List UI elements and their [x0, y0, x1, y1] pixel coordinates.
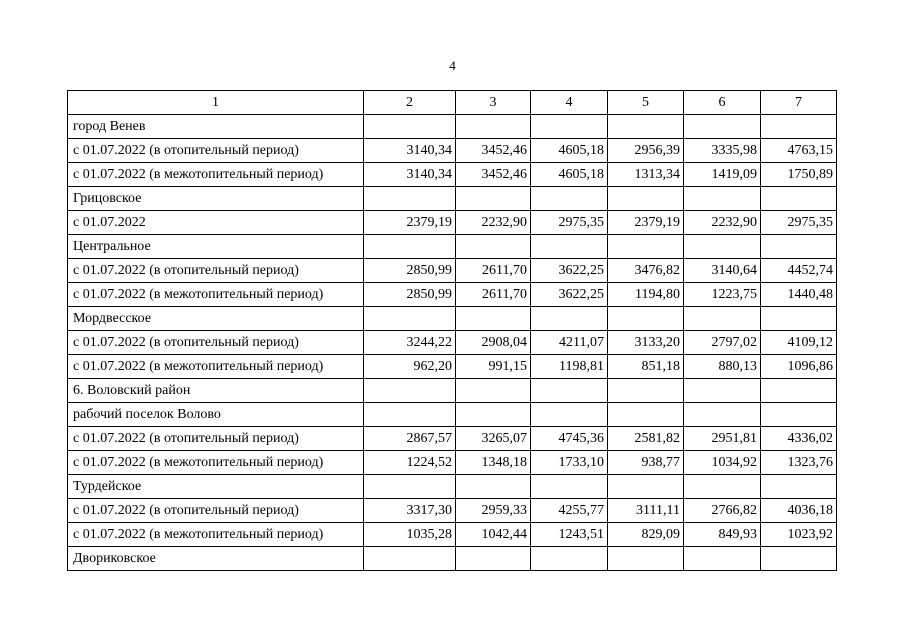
value-cell: 1224,52 [364, 451, 456, 475]
value-cell: 2850,99 [364, 259, 456, 283]
table-row [68, 451, 837, 475]
value-cell: 3335,98 [684, 139, 761, 163]
table-row [68, 523, 837, 547]
value-cell: 1223,75 [684, 283, 761, 307]
value-cell [684, 403, 761, 427]
value-cell [364, 187, 456, 211]
value-cell [761, 403, 837, 427]
period-label-cell: с 01.07.2022 [68, 211, 364, 235]
value-cell: 3265,07 [456, 427, 531, 451]
table-row [68, 355, 837, 379]
value-cell: 1440,48 [761, 283, 837, 307]
period-label-cell: с 01.07.2022 (в межотопительный период) [68, 283, 364, 307]
value-cell [608, 235, 684, 259]
value-cell [364, 547, 456, 571]
header-cell: 7 [761, 91, 837, 115]
value-cell: 1042,44 [456, 523, 531, 547]
value-cell: 849,93 [684, 523, 761, 547]
value-cell: 1348,18 [456, 451, 531, 475]
table-section-row [68, 307, 837, 331]
value-cell: 3133,20 [608, 331, 684, 355]
period-label-cell: с 01.07.2022 (в межотопительный период) [68, 163, 364, 187]
value-cell [456, 235, 531, 259]
value-cell [608, 307, 684, 331]
table-section-row [68, 475, 837, 499]
value-cell: 4336,02 [761, 427, 837, 451]
value-cell [684, 547, 761, 571]
value-cell [456, 187, 531, 211]
value-cell: 1243,51 [531, 523, 608, 547]
value-cell: 1194,80 [608, 283, 684, 307]
value-cell [684, 187, 761, 211]
value-cell [761, 235, 837, 259]
section-label-cell: город Венев [68, 115, 364, 139]
value-cell [531, 235, 608, 259]
section-label-cell: Центральное [68, 235, 364, 259]
value-cell [608, 403, 684, 427]
value-cell: 4211,07 [531, 331, 608, 355]
header-cell: 1 [68, 91, 364, 115]
header-cell: 2 [364, 91, 456, 115]
value-cell: 880,13 [684, 355, 761, 379]
value-cell: 1096,86 [761, 355, 837, 379]
value-cell: 2232,90 [684, 211, 761, 235]
value-cell [761, 547, 837, 571]
value-cell: 2951,81 [684, 427, 761, 451]
value-cell [761, 475, 837, 499]
table-row [68, 259, 837, 283]
value-cell [608, 547, 684, 571]
value-cell: 1035,28 [364, 523, 456, 547]
table-section-row [68, 235, 837, 259]
table-row [68, 427, 837, 451]
table-section-row [68, 115, 837, 139]
value-cell [531, 379, 608, 403]
period-label-cell: с 01.07.2022 (в отопительный период) [68, 259, 364, 283]
value-cell: 2975,35 [531, 211, 608, 235]
section-label-cell: Двориковское [68, 547, 364, 571]
page-number: 4 [449, 58, 456, 73]
table-section-row [68, 403, 837, 427]
table-row [68, 163, 837, 187]
value-cell: 3140,64 [684, 259, 761, 283]
table-row [68, 283, 837, 307]
value-cell [456, 307, 531, 331]
value-cell [608, 475, 684, 499]
value-cell [531, 307, 608, 331]
table-section-row [68, 547, 837, 571]
value-cell: 3476,82 [608, 259, 684, 283]
value-cell: 2766,82 [684, 499, 761, 523]
value-cell: 1034,92 [684, 451, 761, 475]
value-cell: 4255,77 [531, 499, 608, 523]
value-cell [531, 187, 608, 211]
value-cell [456, 547, 531, 571]
value-cell [364, 379, 456, 403]
value-cell: 2797,02 [684, 331, 761, 355]
value-cell: 962,20 [364, 355, 456, 379]
value-cell: 3452,46 [456, 163, 531, 187]
value-cell: 3622,25 [531, 283, 608, 307]
section-label-cell: Мордвесское [68, 307, 364, 331]
value-cell: 1419,09 [684, 163, 761, 187]
value-cell [761, 187, 837, 211]
value-cell: 2611,70 [456, 259, 531, 283]
value-cell [456, 115, 531, 139]
value-cell [531, 475, 608, 499]
value-cell: 4109,12 [761, 331, 837, 355]
value-cell [531, 547, 608, 571]
value-cell [684, 235, 761, 259]
section-label-cell: рабочий поселок Волово [68, 403, 364, 427]
value-cell [364, 235, 456, 259]
table-row [68, 211, 837, 235]
value-cell [456, 403, 531, 427]
value-cell [608, 379, 684, 403]
period-label-cell: с 01.07.2022 (в межотопительный период) [68, 355, 364, 379]
value-cell: 938,77 [608, 451, 684, 475]
value-cell: 2611,70 [456, 283, 531, 307]
period-label-cell: с 01.07.2022 (в отопительный период) [68, 139, 364, 163]
value-cell: 4036,18 [761, 499, 837, 523]
value-cell: 4605,18 [531, 139, 608, 163]
table-row [68, 331, 837, 355]
section-label-cell: Грицовское [68, 187, 364, 211]
value-cell: 4745,36 [531, 427, 608, 451]
value-cell: 1198,81 [531, 355, 608, 379]
header-cell: 4 [531, 91, 608, 115]
value-cell: 2908,04 [456, 331, 531, 355]
value-cell: 3244,22 [364, 331, 456, 355]
value-cell [761, 115, 837, 139]
tariff-table [67, 90, 837, 571]
value-cell: 4605,18 [531, 163, 608, 187]
value-cell [761, 379, 837, 403]
value-cell: 2581,82 [608, 427, 684, 451]
value-cell: 4763,15 [761, 139, 837, 163]
value-cell: 3111,11 [608, 499, 684, 523]
period-label-cell: с 01.07.2022 (в межотопительный период) [68, 451, 364, 475]
header-cell: 6 [684, 91, 761, 115]
value-cell: 851,18 [608, 355, 684, 379]
value-cell [608, 187, 684, 211]
value-cell [684, 307, 761, 331]
period-label-cell: с 01.07.2022 (в отопительный период) [68, 499, 364, 523]
header-cell: 5 [608, 91, 684, 115]
value-cell [456, 379, 531, 403]
value-cell: 2867,57 [364, 427, 456, 451]
section-label-cell: Турдейское [68, 475, 364, 499]
value-cell [761, 307, 837, 331]
value-cell: 4452,74 [761, 259, 837, 283]
value-cell [684, 475, 761, 499]
period-label-cell: с 01.07.2022 (в отопительный период) [68, 331, 364, 355]
value-cell [608, 115, 684, 139]
value-cell: 2379,19 [364, 211, 456, 235]
value-cell: 991,15 [456, 355, 531, 379]
value-cell: 1733,10 [531, 451, 608, 475]
value-cell [684, 115, 761, 139]
value-cell: 1023,92 [761, 523, 837, 547]
value-cell: 2956,39 [608, 139, 684, 163]
table-section-row [68, 187, 837, 211]
value-cell [364, 475, 456, 499]
header-cell: 3 [456, 91, 531, 115]
value-cell [364, 403, 456, 427]
value-cell: 2379,19 [608, 211, 684, 235]
value-cell: 2850,99 [364, 283, 456, 307]
value-cell [684, 379, 761, 403]
value-cell [531, 403, 608, 427]
section-label-cell: 6. Воловский район [68, 379, 364, 403]
value-cell [456, 475, 531, 499]
value-cell: 2959,33 [456, 499, 531, 523]
value-cell: 3317,30 [364, 499, 456, 523]
value-cell: 3140,34 [364, 163, 456, 187]
table-row [68, 499, 837, 523]
period-label-cell: с 01.07.2022 (в отопительный период) [68, 427, 364, 451]
value-cell: 829,09 [608, 523, 684, 547]
value-cell: 3140,34 [364, 139, 456, 163]
table-row [68, 139, 837, 163]
value-cell [531, 115, 608, 139]
value-cell: 1313,34 [608, 163, 684, 187]
table-header-row [68, 91, 837, 115]
value-cell: 3452,46 [456, 139, 531, 163]
table-section-row [68, 379, 837, 403]
value-cell: 2975,35 [761, 211, 837, 235]
value-cell: 1323,76 [761, 451, 837, 475]
value-cell: 3622,25 [531, 259, 608, 283]
value-cell [364, 115, 456, 139]
value-cell [364, 307, 456, 331]
period-label-cell: с 01.07.2022 (в межотопительный период) [68, 523, 364, 547]
value-cell: 2232,90 [456, 211, 531, 235]
value-cell: 1750,89 [761, 163, 837, 187]
